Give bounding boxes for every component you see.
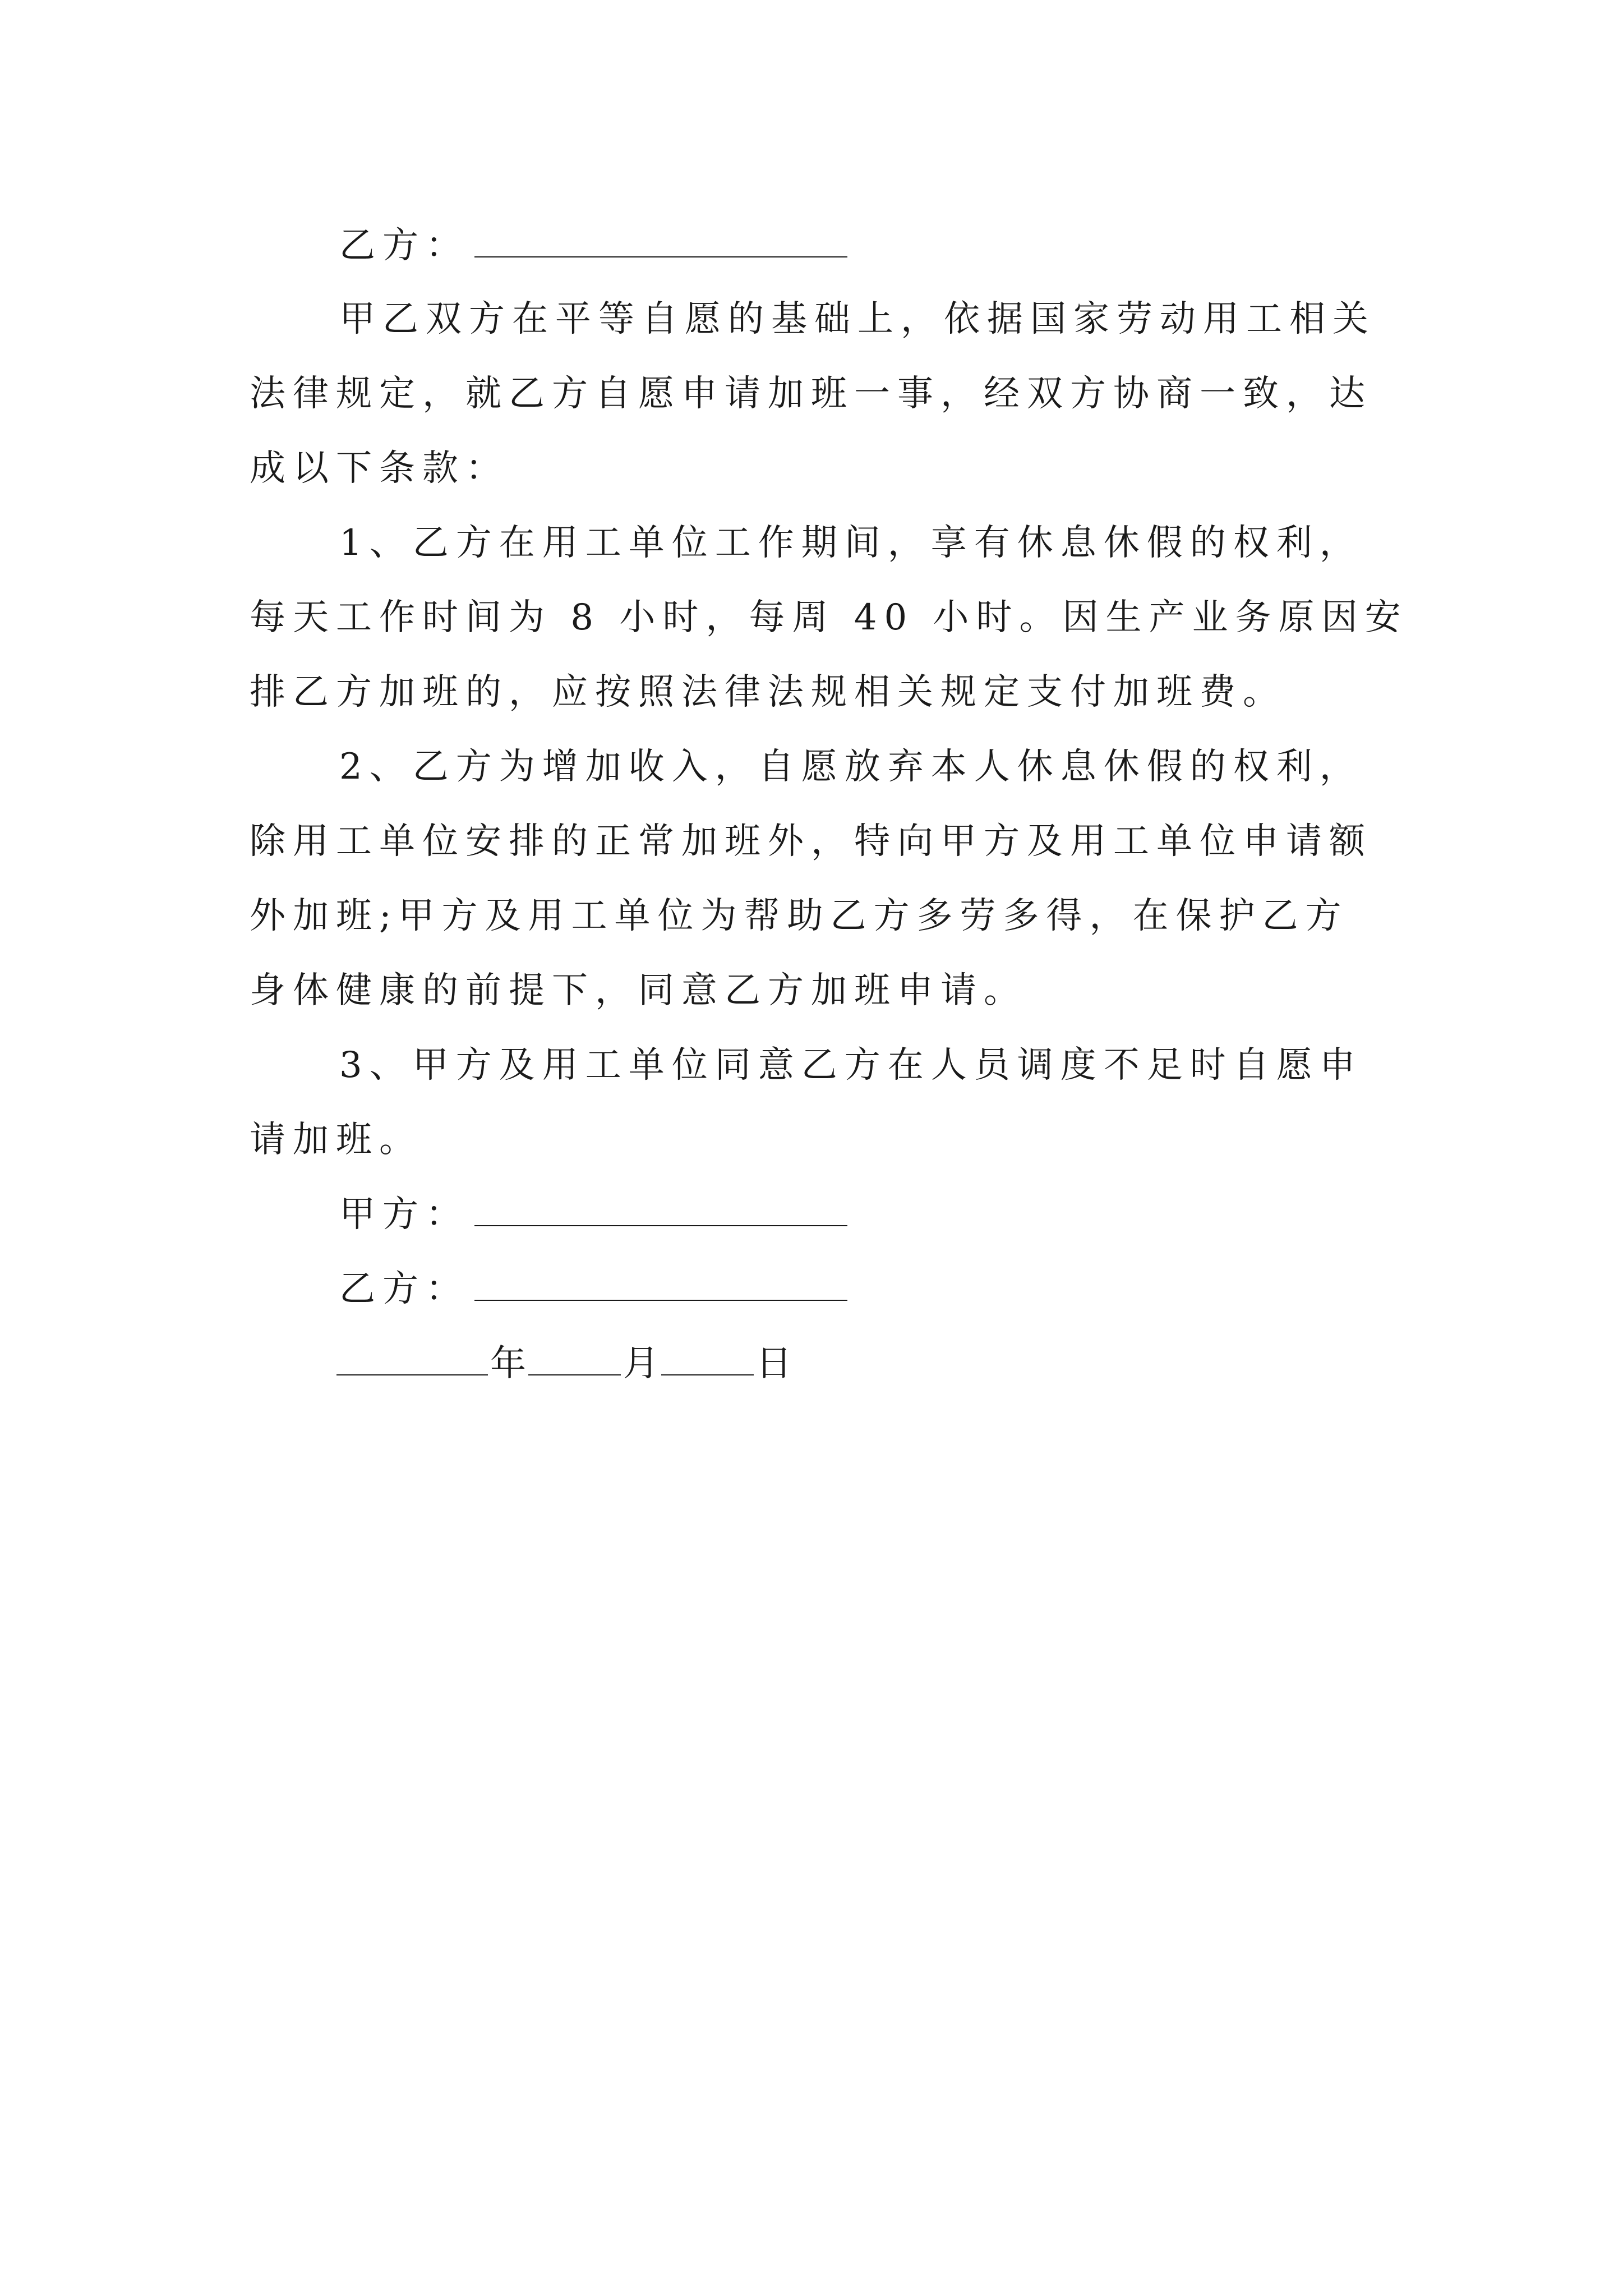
party-b-top-line bbox=[339, 225, 847, 266]
party-b-label: 乙方： bbox=[339, 1268, 469, 1310]
party-b-top-label: 乙方： bbox=[339, 225, 469, 266]
party-b-signature-line bbox=[339, 1268, 847, 1310]
clause1-line-1: 1、乙方在用工单位工作期间，享有休息休假的权利， bbox=[339, 522, 1363, 564]
party-a-label: 甲方： bbox=[339, 1194, 469, 1235]
date-day-unit: 日 bbox=[756, 1343, 792, 1384]
date-month-unit: 月 bbox=[623, 1343, 659, 1384]
clause2-line-2: 除用工单位安排的正常加班外，特向甲方及用工单位申请额 bbox=[250, 821, 1372, 862]
clause3-line-1: 3、甲方及用工单位同意乙方在人员调度不足时自愿申 bbox=[339, 1045, 1363, 1086]
date-month-blank bbox=[528, 1352, 621, 1375]
clause1-line-2: 每天工作时间为 8 小时，每周 40 小时。因生产业务原因安 bbox=[250, 597, 1408, 638]
date-line bbox=[336, 1343, 794, 1384]
clause2-line-3: 外加班;甲方及用工单位为帮助乙方多劳多得，在保护乙方 bbox=[250, 895, 1349, 937]
intro-line-3: 成以下条款： bbox=[250, 448, 509, 489]
party-a-blank bbox=[474, 1203, 847, 1226]
date-day-blank bbox=[661, 1352, 754, 1375]
clause2-line-4: 身体健康的前提下，同意乙方加班申请。 bbox=[250, 970, 1027, 1011]
intro-line-1: 甲乙双方在平等自愿的基础上，依据国家劳动用工相关 bbox=[339, 298, 1376, 340]
intro-line-2: 法律规定，就乙方自愿申请加班一事，经双方协商一致，达 bbox=[250, 373, 1372, 415]
clause2-line-1: 2、乙方为增加收入，自愿放弃本人休息休假的权利， bbox=[339, 746, 1363, 788]
party-a-signature-line bbox=[339, 1194, 847, 1235]
party-b-top-blank bbox=[474, 234, 847, 257]
clause1-line-3: 排乙方加班的，应按照法律法规相关规定支付加班费。 bbox=[250, 671, 1286, 713]
date-year-blank bbox=[336, 1352, 488, 1375]
clause3-line-2: 请加班。 bbox=[250, 1119, 422, 1161]
party-b-blank bbox=[474, 1277, 847, 1301]
date-year-unit: 年 bbox=[490, 1343, 526, 1384]
